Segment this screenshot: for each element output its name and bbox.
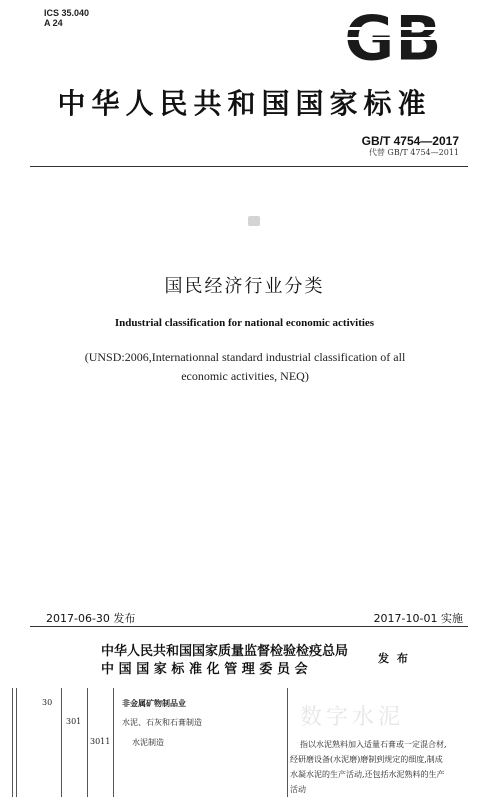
table-cell-code3: 3011 <box>90 737 111 746</box>
table-cell-code1: 30 <box>42 698 53 707</box>
watermark: 数字水泥 <box>300 705 405 730</box>
center-mark <box>248 216 260 226</box>
table-col-divider <box>87 688 88 797</box>
bottom-divider <box>30 626 468 627</box>
subtitle-line-2: economic activities, NEQ) <box>181 369 309 383</box>
table-col-divider <box>287 688 288 797</box>
table-col-divider <box>61 688 62 797</box>
subtitle-line-1: (UNSD:2006,Internationnal standard industrial classification of all <box>84 350 406 364</box>
table-cell-name: 水泥制造 <box>132 738 164 747</box>
ics-classification <box>44 8 89 28</box>
issue-date: 2017-06-30 发布 <box>46 612 136 625</box>
issuer-line-1: 中华人民共和国国家质量监督检验检疫总局 <box>101 644 349 659</box>
publish-label: 发 布 <box>378 652 410 665</box>
national-standard-title: 中华人民共和国国家标准 <box>57 87 432 120</box>
replaces-standard: 代替 GB/T 4754—2011 <box>368 148 459 157</box>
top-divider <box>30 166 468 167</box>
table-cell-name: 非金属矿物制品业 <box>122 699 186 708</box>
document-title-cn: 国民经济行业分类 <box>164 276 325 297</box>
table-cell-description <box>290 737 485 797</box>
ccs-code: A 24 <box>44 18 63 28</box>
table-col-divider <box>113 688 114 797</box>
subtitle <box>60 348 430 386</box>
table-cell-name: 水泥、石灰和石膏制造 <box>122 718 202 727</box>
table-border-left <box>12 688 17 797</box>
standard-code: GB/T 4754—2017 <box>361 134 459 148</box>
document-title-en: Industrial classification for national economic activities <box>114 317 375 329</box>
description-line: 水凝水泥的生产活动,还包括水泥熟料的生产 <box>290 770 445 779</box>
gb-logo <box>340 10 446 68</box>
issuer-line-2: 中国国家标准化管理委员会 <box>101 662 313 677</box>
table-cell-code2: 301 <box>66 717 82 726</box>
description-line: 指以水泥熟料加入适量石膏或一定混合材, <box>300 740 447 749</box>
ics-code: ICS 35.040 <box>44 8 90 18</box>
description-line: 活动 <box>290 785 306 794</box>
implement-date: 2017-10-01 实施 <box>373 612 463 625</box>
description-line: 经研磨设备(水泥磨)磨制到规定的细度,制成 <box>290 755 443 764</box>
